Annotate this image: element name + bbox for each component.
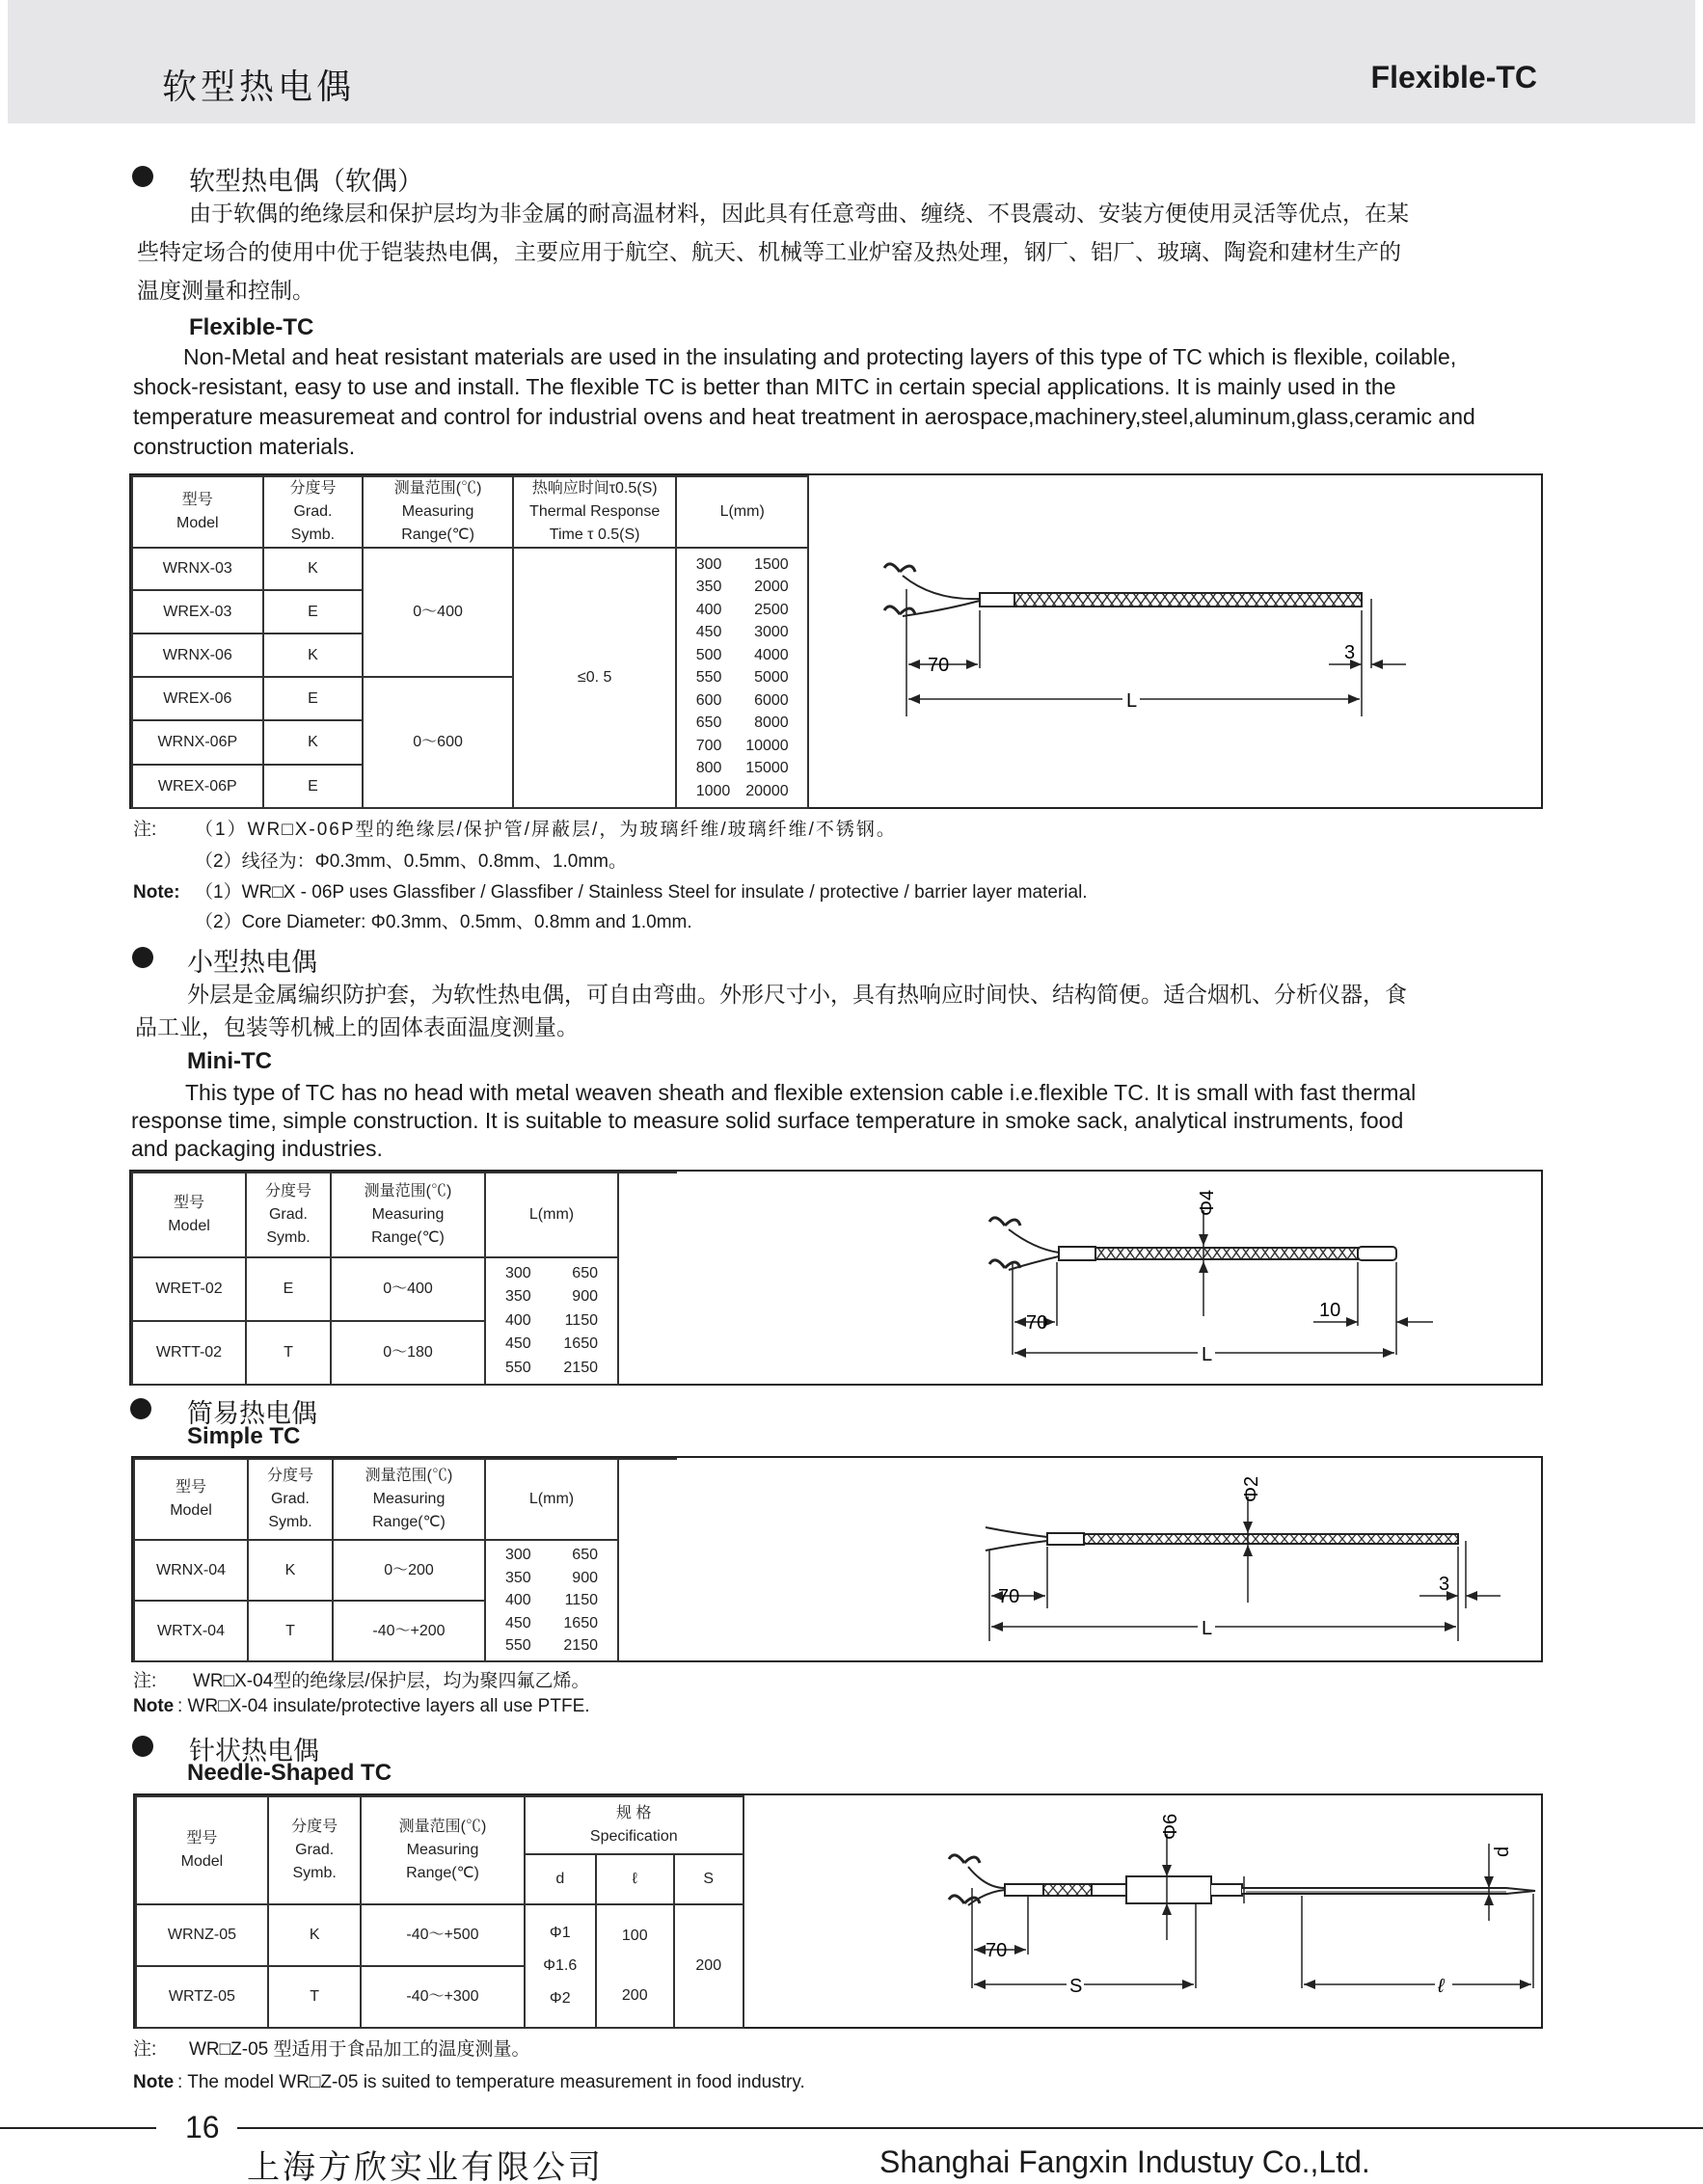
simple-tc-diagram [677,1458,1541,1660]
length-max: 2150 [563,1637,598,1655]
length-list [486,1262,617,1381]
section-title-flexible-zh: 软型热电偶（软偶） [189,167,423,197]
col-grad-header: 分度号 Grad. Symb. [246,1173,331,1257]
footer-company-zh: 上海方欣实业有限公司 [247,2148,604,2184]
table-cell-model: WREX-06 [132,677,263,720]
col-model-header: 型号 Model [134,1459,248,1540]
length-pair [677,666,807,689]
length-pair [677,621,807,644]
footer-company-en: Shanghai Fangxin Industuy Co.,Ltd. [879,2144,1370,2179]
length-min: 1000 [695,782,731,799]
col-spec-header: 规 格 Specification [525,1796,743,1854]
simple-note-zh: WR□X-04型的绝缘层/保护层，均为聚四氟乙烯。 [193,1671,590,1691]
bullet-icon [132,166,153,187]
dim-S-label: S [1069,1976,1083,1997]
length-pair [486,1589,617,1612]
dim-70-label: 70 [998,1586,1020,1607]
length-min: 550 [505,1637,531,1655]
table-cell-lengths [485,1540,618,1661]
length-min: 450 [505,1614,531,1631]
length-max: 3000 [754,624,789,641]
flexible-desc-en-3: temperature measuremeat and control for industrial ovens and heat treatment in aerospace,machinery,steel,aluminum,glass,ceramic and [133,404,1475,429]
length-max: 10000 [745,737,789,754]
col-length-header: L(mm) [485,1173,618,1257]
length-max: 650 [572,1547,598,1564]
length-min: 550 [695,669,722,687]
dim-70-label: 70 [986,1940,1008,1961]
length-max: 1500 [754,555,789,573]
length-min: 350 [505,1569,531,1586]
length-pair [677,689,807,713]
table-cell-model: WRNX-06P [132,720,263,765]
table-cell-range: 0～200 [333,1540,485,1601]
length-min: 650 [695,715,722,732]
table-cell-model: WRNX-04 [134,1540,248,1601]
footer-rule-right [237,2127,1703,2129]
simple-spec-table [133,1458,677,1662]
length-pair [677,712,807,735]
dim-3-label: 3 [1344,642,1356,663]
length-pair [486,1612,617,1635]
table-cell-model: WREX-03 [132,590,263,634]
col-s-header: S [674,1854,744,1904]
table-cell-range: -40～+200 [333,1601,485,1661]
dim-3-label: 3 [1439,1574,1450,1595]
table-cell-response: ≤0. 5 [513,548,677,808]
simple-spec-panel [131,1456,1543,1662]
col-model-header: 型号 Model [132,476,263,548]
note-zh-label: 注: [133,820,157,840]
table-cell-grad: K [248,1540,333,1601]
mini-spec-table [131,1172,677,1386]
needle-note-en-label: Note [133,2072,175,2092]
footer-rule-left [0,2127,156,2129]
table-cell-lengths [485,1257,618,1385]
header-title-zh: 软型热电偶 [162,67,356,107]
col-l-header: ℓ [596,1854,674,1904]
length-max: 1150 [564,1311,598,1329]
dim-phi-label: Φ6 [1160,1813,1181,1840]
length-max: 1650 [563,1614,598,1631]
length-pair [677,644,807,667]
length-max: 900 [572,1569,598,1586]
length-pair [486,1544,617,1567]
table-cell-model: WRET-02 [132,1257,246,1321]
length-min: 300 [505,1264,531,1281]
dim-L-label: L [1202,1344,1213,1365]
note-en-1: （1）WR□X - 06P uses Glassfiber / Glassfiber / Stainless Steel for insulate / protective / barrier layer material. [195,882,1088,903]
table-cell-lengths [676,548,808,808]
mini-desc-zh-2: 品工业，包装等机械上的固体表面温度测量。 [135,1015,579,1040]
table-cell-range: 0～180 [331,1321,485,1385]
length-min: 300 [695,555,722,573]
length-pair [486,1357,617,1381]
length-min: 450 [505,1335,531,1353]
section-title-mini-en: Mini-TC [187,1048,272,1074]
length-max: 15000 [745,760,789,777]
needle-note-en: : The model WR□Z-05 is suited to temperature measurement in food industry. [177,2072,805,2092]
col-model-header: 型号 Model [132,1173,246,1257]
dim-L-label: L [1202,1618,1213,1639]
note-zh-2: （2）线径为：Φ0.3mm、0.5mm、0.8mm、1.0mm。 [195,851,627,872]
length-min: 800 [695,760,722,777]
col-grad-header: 分度号 Grad. Symb. [263,476,364,548]
length-min: 400 [695,601,722,618]
bullet-icon [132,1736,153,1757]
table-cell-d-values: Φ1 Φ1.6 Φ2 [525,1904,596,2028]
table-cell-grad: E [263,765,364,808]
table-cell-grad: K [263,548,364,590]
col-grad-header: 分度号 Grad. Symb. [268,1796,362,1904]
col-model-header: 型号 Model [136,1796,268,1904]
flexible-desc-zh-2: 些特定场合的使用中优于铠装热电偶，主要应用于航空、航天、机械等工业炉窑及热处理，钢厂、铝厂、玻璃、陶瓷和建材生产的 [137,240,1401,265]
table-cell-range: -40～+500 [361,1904,524,1966]
length-min: 400 [505,1592,531,1609]
length-max: 1650 [563,1335,598,1353]
length-max: 650 [572,1264,598,1281]
length-max: 5000 [754,669,789,687]
flexible-spec-table [131,475,809,809]
length-max: 2000 [754,579,789,596]
length-pair [486,1567,617,1590]
mini-desc-en-2: response time, simple construction. It is suitable to measure solid surface temperature in smoke sack, analytical instruments, food [131,1108,1404,1133]
col-response-header: 热响应时间τ0.5(S) Thermal Response Time τ 0.5(S) [513,476,677,548]
length-min: 400 [505,1311,531,1329]
dim-phi-label: Φ2 [1241,1475,1262,1502]
length-min: 700 [695,737,722,754]
table-cell-model: WRNX-03 [132,548,263,590]
mini-desc-zh-1: 外层是金属编织防护套，为软性热电偶，可自由弯曲。外形尺寸小，具有热响应时间快、结构简便。适合烟机、分析仪器，食 [187,983,1407,1008]
section-title-needle-en: Needle-Shaped TC [187,1760,392,1786]
table-cell-grad: E [263,677,364,720]
length-min: 550 [505,1359,531,1376]
table-cell-grad: K [263,634,364,677]
dim-d-label: d [1492,1846,1513,1857]
table-cell-grad: E [246,1257,331,1321]
length-pair [486,1262,617,1286]
table-cell-model: WRTT-02 [132,1321,246,1385]
length-max: 6000 [754,691,789,709]
length-pair [486,1333,617,1357]
section-title-mini-zh: 小型热电偶 [187,948,317,978]
bullet-icon [132,947,153,968]
note-zh-1: （1）WR□X-06P型的绝缘层/保护管/屏蔽层/，为玻璃纤维/玻璃纤维/不锈钢。 [195,820,897,840]
flexible-desc-en-1: Non-Metal and heat resistant materials are used in the insulating and protecting layers of this type of TC which is flexible, coilable, [183,344,1457,369]
mini-desc-en-3: and packaging industries. [131,1136,383,1161]
length-max: 20000 [745,782,789,799]
simple-note-en: : WR□X-04 insulate/protective layers all use PTFE. [177,1696,590,1716]
table-cell-grad: K [263,720,364,765]
length-min: 600 [695,691,722,709]
bullet-icon [130,1398,151,1419]
table-cell-grad: T [268,1966,362,2028]
flexible-desc-zh-1: 由于软偶的绝缘层和保护层均为非金属的耐高温材料，因此具有任意弯曲、缠绕、不畏震动、安装方便使用灵活等优点，在某 [189,202,1409,227]
length-max: 2500 [754,601,789,618]
length-max: 4000 [754,646,789,663]
col-d-header: d [525,1854,596,1904]
length-pair [677,780,807,803]
section-title-simple-zh: 简易热电偶 [187,1399,317,1429]
length-pair [486,1285,617,1309]
col-range-header: 测量范围(℃) Measuring Range(℃) [331,1173,485,1257]
table-cell-range: 0～400 [363,548,513,677]
col-length-header: L(mm) [676,476,808,548]
col-length-header: L(mm) [485,1459,618,1540]
needle-tc-diagram [744,1795,1541,2027]
table-cell-range: 0～600 [363,677,513,808]
table-cell-model: WRNZ-05 [136,1904,268,1966]
table-cell-grad: T [248,1601,333,1661]
length-max: 900 [572,1288,598,1306]
note-en-label: Note: [133,882,180,903]
section-title-needle-zh: 针状热电偶 [189,1737,319,1766]
flexible-tc-diagram [808,475,1541,807]
needle-note-zh-label: 注: [133,2039,157,2060]
length-min: 500 [695,646,722,663]
section-title-simple-en: Simple TC [187,1423,301,1449]
length-min: 300 [505,1547,531,1564]
length-min: 350 [505,1288,531,1306]
length-pair [486,1634,617,1658]
table-cell-s-value: 200 [674,1904,744,2028]
table-cell-grad: E [263,590,364,634]
table-cell-l-values: 100 200 [596,1904,674,2028]
needle-note-zh: WR□Z-05 型适用于食品加工的温度测量。 [189,2039,530,2060]
needle-spec-table [135,1795,744,2029]
table-cell-grad: T [246,1321,331,1385]
table-cell-model: WREX-06P [132,765,263,808]
dim-70-label: 70 [1026,1312,1048,1334]
mini-desc-en-1: This type of TC has no head with metal weaven sheath and flexible extension cable i.e.flexible TC. It is small with fast thermal [185,1080,1417,1105]
col-range-header: 测量范围(℃) Measuring Range(℃) [333,1459,485,1540]
mini-spec-panel [129,1170,1543,1386]
dim-10-label: 10 [1319,1300,1341,1321]
length-min: 350 [695,579,722,596]
table-cell-model: WRTX-04 [134,1601,248,1661]
length-max: 2150 [563,1359,598,1376]
table-cell-model: WRTZ-05 [136,1966,268,2028]
col-grad-header: 分度号 Grad. Symb. [248,1459,333,1540]
length-min: 450 [695,624,722,641]
length-pair [677,576,807,599]
flexible-spec-panel [129,473,1543,809]
length-pair [677,735,807,758]
length-list [486,1544,617,1658]
page-number: 16 [185,2110,220,2144]
simple-note-zh-label: 注: [133,1671,157,1691]
flexible-desc-en-4: construction materials. [133,434,356,459]
col-range-header: 测量范围(℃) Measuring Range(℃) [363,476,513,548]
table-cell-model: WRNX-06 [132,634,263,677]
length-max: 8000 [754,715,789,732]
dim-L-label: L [1126,690,1138,712]
length-pair [486,1309,617,1334]
col-range-header: 测量范围(℃) Measuring Range(℃) [361,1796,524,1904]
dim-l-label: ℓ [1438,1976,1445,1997]
length-list [677,553,807,803]
length-pair [677,599,807,622]
section-title-flexible-en: Flexible-TC [189,314,314,340]
table-cell-range: -40～+300 [361,1966,524,2028]
length-max: 1150 [564,1592,598,1609]
dim-70-label: 70 [928,655,950,676]
simple-note-en-label: Note [133,1696,175,1716]
table-cell-grad: K [268,1904,362,1966]
flexible-desc-zh-3: 温度测量和控制。 [137,279,314,304]
dim-phi-label: Φ4 [1197,1189,1218,1216]
flexible-desc-en-2: shock-resistant, easy to use and install. The flexible TC is better than MITC in certain special applications. It is mainly used in the [133,374,1396,399]
note-en-2: （2）Core Diameter: Φ0.3mm、0.5mm、0.8mm and 1.0mm. [195,912,692,932]
length-pair [677,553,807,577]
length-pair [677,757,807,780]
needle-spec-panel [133,1793,1543,2029]
mini-tc-diagram [677,1172,1541,1384]
header-title-en: Flexible-TC [1370,60,1537,94]
table-cell-range: 0～400 [331,1257,485,1321]
